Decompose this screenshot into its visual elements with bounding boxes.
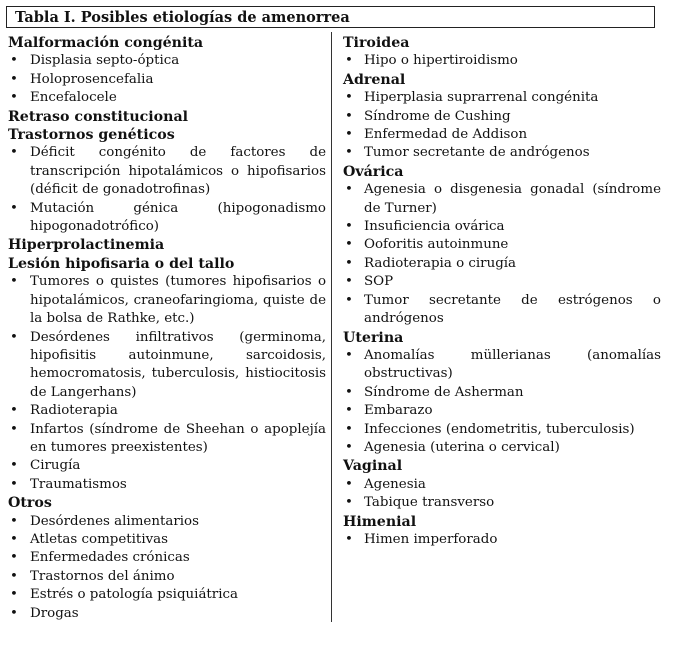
bullet-icon: •: [10, 53, 18, 69]
bullet-icon: •: [10, 587, 18, 603]
bullet-icon: •: [345, 347, 353, 363]
list-item: [8, 200, 326, 237]
list-item-text: Atletas competitivas: [30, 531, 169, 547]
list-item: [343, 89, 661, 107]
list-item: [343, 144, 661, 162]
list-item: [8, 52, 326, 70]
bullet-icon: •: [345, 403, 353, 419]
list-item-text: Agenesia (uterina o cervical): [364, 439, 560, 455]
list-item: [343, 402, 661, 420]
list-item: [343, 476, 661, 494]
list-item-text: Mutación génica (hipogonadismo hipogonadotrófico): [30, 200, 326, 235]
list-item-text: Traumatismos: [30, 476, 127, 492]
list-item-text: Desórdenes alimentarios: [30, 513, 199, 529]
bullet-icon: •: [10, 476, 18, 492]
list-item: [343, 52, 661, 70]
bullet-icon: •: [345, 384, 353, 400]
list-item-text: Trastornos del ánimo: [30, 568, 175, 584]
right-column: [343, 34, 661, 549]
section-heading-adrenal: Adrenal: [343, 71, 406, 88]
section-heading-tiroidea: Tiroidea: [343, 35, 410, 51]
section-heading-otros: Otros: [8, 495, 52, 512]
list-item: [343, 218, 661, 236]
list-item-text: Síndrome de Asherman: [364, 384, 524, 400]
list-item-text: Agenesia: [364, 476, 426, 492]
list-item: [343, 273, 661, 291]
list-item-text: Infecciones (endometritis, tuberculosis): [364, 421, 635, 437]
list-item-text: Hipo o hipertiroidismo: [364, 53, 518, 69]
list-item-text: Desórdenes infiltrativos (germinoma, hipofisitis autoinmune, sarcoidosis, hemocromatosis, tuberculosis, histiocitosis de Langerhans): [30, 329, 326, 400]
list-item-text: Himen imperforado: [364, 531, 498, 547]
list-item-text: Radioterapia: [30, 403, 118, 419]
list-item-text: Tumor secretante de andrógenos: [364, 145, 590, 161]
bullet-icon: •: [345, 495, 353, 511]
list-item: [8, 273, 326, 328]
list-item: [8, 476, 326, 494]
list-item-text: Hiperplasia suprarrenal congénita: [364, 90, 599, 106]
list-item-text: Tumor secretante de estrógenos o andrógenos: [364, 292, 661, 327]
list-item: [343, 108, 661, 126]
list-item-text: Tumores o quistes (tumores hipofisarios o hipotalámicos, craneofaringioma, quiste de la bolsa de Rathke, etc.): [30, 274, 326, 327]
table-title-box: [6, 6, 655, 28]
section-heading-hiperprolactinemia: Hiperprolactinemia: [8, 237, 165, 254]
column-divider: [331, 32, 332, 622]
bullet-icon: •: [10, 403, 18, 419]
section-heading-malformacion-congenita: Malformación congénita: [8, 35, 204, 51]
bullet-icon: •: [10, 458, 18, 474]
bullet-icon: •: [345, 274, 353, 290]
list-item-text: Holoprosencefalia: [30, 71, 154, 87]
section-heading-vaginal: Vaginal: [343, 458, 403, 475]
bullet-icon: •: [345, 439, 353, 455]
bullet-icon: •: [345, 90, 353, 106]
bullet-icon: •: [10, 550, 18, 566]
list-item: [343, 384, 661, 402]
bullet-icon: •: [345, 145, 353, 161]
list-item: [8, 605, 326, 623]
list-item: [343, 439, 661, 457]
list-item-text: Drogas: [30, 605, 79, 621]
bullet-icon: •: [10, 71, 18, 87]
table-title: Tabla I. Posibles etiologías de amenorrea: [15, 9, 350, 26]
list-item: [343, 421, 661, 439]
list-item: [8, 71, 326, 89]
section-heading-himenial: Himenial: [343, 513, 417, 530]
bullet-icon: •: [345, 108, 353, 124]
bullet-icon: •: [10, 200, 18, 216]
list-item: [343, 126, 661, 144]
list-item: [8, 513, 326, 531]
list-item: [8, 89, 326, 107]
bullet-icon: •: [10, 513, 18, 529]
list-item-text: Enfermedad de Addison: [364, 127, 528, 143]
list-item: [343, 236, 661, 254]
list-item-text: Displasia septo-óptica: [30, 53, 180, 69]
list-item-text: Embarazo: [364, 403, 433, 419]
list-item: [8, 329, 326, 403]
bullet-icon: •: [345, 127, 353, 143]
bullet-icon: •: [345, 182, 353, 198]
list-item: [343, 347, 661, 384]
bullet-icon: •: [10, 531, 18, 547]
list-item-text: Encefalocele: [30, 90, 117, 106]
list-item-text: Agenesia o disgenesia gonadal (síndrome de Turner): [364, 182, 661, 216]
bullet-icon: •: [10, 274, 18, 290]
section-heading-ovarica: Ovárica: [343, 163, 404, 180]
list-item: [8, 421, 326, 458]
bullet-icon: •: [345, 292, 353, 308]
bullet-icon: •: [345, 476, 353, 492]
bullet-icon: •: [10, 568, 18, 584]
list-item-text: Anomalías müllerianas (anomalías obstructivas): [364, 347, 661, 382]
bullet-icon: •: [10, 145, 18, 161]
list-item: [8, 531, 326, 549]
bullet-icon: •: [10, 605, 18, 621]
bullet-icon: •: [345, 237, 353, 253]
list-item-text: Enfermedades crónicas: [30, 550, 190, 566]
list-item-text: Déficit congénito de factores de transcripción hipotalámicos o hipofisarios (déficit de gonadotrofinas): [30, 145, 326, 198]
bullet-icon: •: [10, 421, 18, 437]
section-heading-uterina: Uterina: [343, 329, 404, 346]
bullet-icon: •: [345, 219, 353, 235]
list-item-text: SOP: [364, 274, 394, 290]
list-item: [8, 586, 326, 604]
list-item: [343, 292, 661, 329]
list-item: [343, 531, 661, 549]
section-heading-lesion-hipofisaria-o-del-tallo: Lesión hipofisaria o del tallo: [8, 255, 235, 272]
bullet-icon: •: [345, 53, 353, 69]
list-item: [8, 144, 326, 199]
list-item: [8, 457, 326, 475]
list-item-text: Tabique transverso: [364, 495, 495, 511]
bullet-icon: •: [10, 329, 18, 345]
list-item: [343, 494, 661, 512]
left-column: [8, 34, 326, 623]
list-item-text: Estrés o patología psiquiátrica: [30, 587, 238, 603]
list-item: [8, 402, 326, 420]
bullet-icon: •: [345, 421, 353, 437]
list-item: [343, 255, 661, 273]
list-item-text: Radioterapia o cirugía: [364, 255, 517, 271]
bullet-icon: •: [10, 90, 18, 106]
section-heading-retraso-constitucional: Retraso constitucional: [8, 108, 189, 125]
list-item-text: Síndrome de Cushing: [364, 108, 511, 124]
bullet-icon: •: [345, 255, 353, 271]
bullet-icon: •: [345, 531, 353, 547]
list-item-text: Insuficiencia ovárica: [364, 219, 505, 235]
list-item-text: Ooforitis autoinmune: [364, 237, 509, 253]
list-item-text: Cirugía: [30, 458, 81, 474]
list-item: [343, 181, 661, 218]
list-item-text: Infartos (síndrome de Sheehan o apoplejía en tumores preexistentes): [30, 421, 326, 455]
list-item: [8, 549, 326, 567]
section-heading-trastornos-geneticos: Trastornos genéticos: [8, 127, 175, 144]
list-item: [8, 568, 326, 586]
